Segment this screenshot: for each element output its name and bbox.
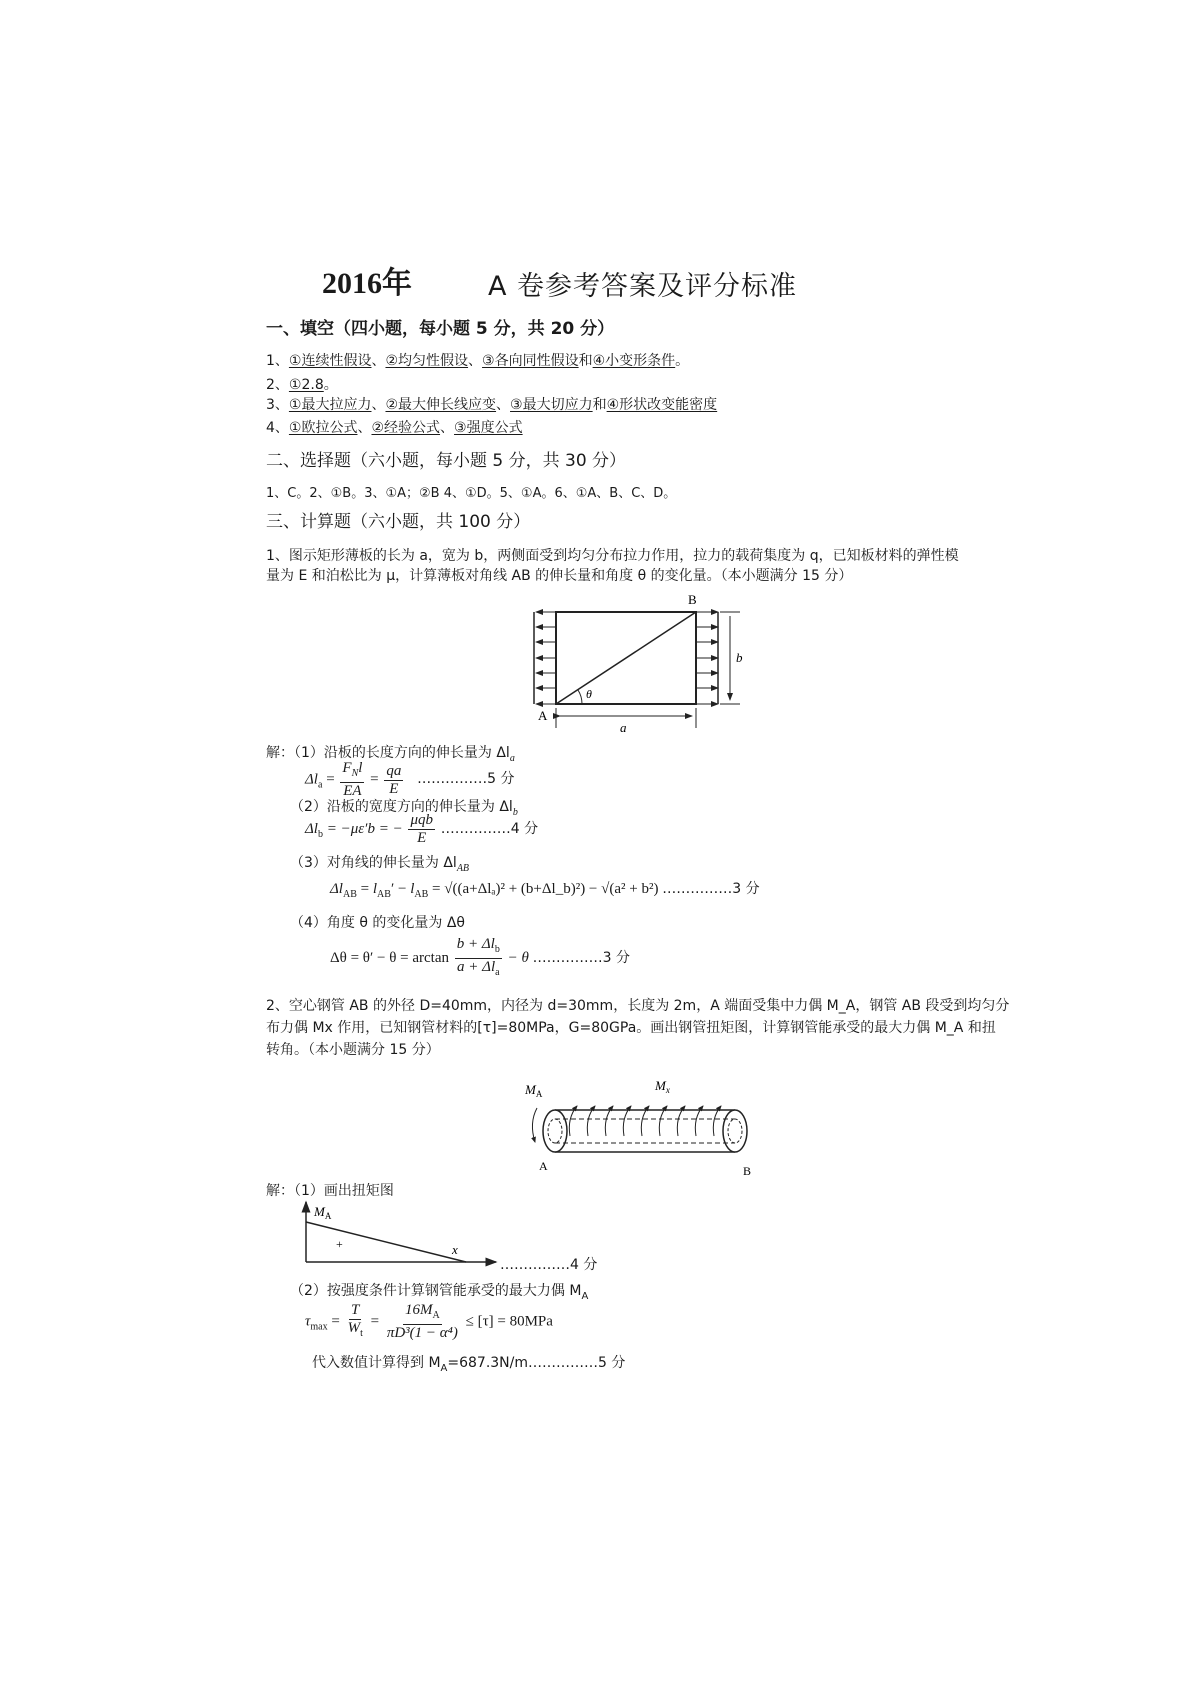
- left-load-arrows: [536, 612, 556, 704]
- fill-answer-1: [266, 350, 689, 370]
- torque-line: [306, 1222, 466, 1262]
- torque-sign: +: [336, 1237, 343, 1251]
- answer-blank: ①欧拉公式: [288, 420, 358, 436]
- sol2-step1: 解：（1）画出扭矩图: [266, 1183, 394, 1199]
- separator: 和: [578, 353, 593, 369]
- tube-figure: [525, 1078, 765, 1178]
- torque-diagram-score: ……………4 分: [500, 1257, 598, 1273]
- sol1-eq3: $\Delta l_{AB} = l_{AB}' - l_{AB} = √((a+\Delta l_a)^2$ + (b+Δl_b)²) − √(a² + b²) ……………3 分: [330, 881, 760, 900]
- sol2-step2: （2）按强度条件计算钢管能承受的最大力偶 $M_A$: [290, 1283, 589, 1302]
- point-A-label: A: [539, 1159, 548, 1173]
- answer-blank: ②最大伸长线应变: [385, 397, 497, 413]
- torque-diagram: [300, 1198, 500, 1268]
- fill-answer-2: [266, 374, 338, 394]
- separator: 、: [440, 420, 455, 436]
- problem1-text-line2: 量为 E 和泊松比为 μ，计算薄板对角线 AB 的伸长量和角度 θ 的变化量。（本小题满分 15 分）: [266, 568, 853, 584]
- answer-blank: ①最大拉应力: [288, 397, 372, 413]
- fill-answer-4: [266, 417, 523, 437]
- tube-end-B: [723, 1110, 747, 1152]
- torque-x-label: x: [452, 1242, 458, 1257]
- answer-blank: ③最大切应力: [510, 397, 593, 413]
- sol1-eq1: $\Delta l_a$ = $\frac{F_Nl}{EA}$ = $\frac{qa}{E}$ ……………5 分: [305, 760, 515, 799]
- torque-y-label: $M_A$: [314, 1204, 332, 1221]
- point-B-label: B: [688, 592, 697, 607]
- separator: 、: [371, 397, 386, 413]
- page-title: A 卷参考答案及评分标准: [488, 271, 798, 302]
- sol1-eq4: Δθ = θ′ − θ = arctan $\frac{b + \Delta l_b}{a + \Delta l_a}$ − θ ……………3 分: [330, 936, 630, 978]
- item-number: 4、: [266, 420, 289, 436]
- point-A-label: A: [538, 708, 548, 723]
- answer-blank: ④形状改变能密度: [606, 397, 718, 413]
- item-number: 2、: [266, 377, 289, 393]
- answer-blank: ③各向同性假设: [482, 353, 579, 369]
- separator: 和: [592, 397, 607, 413]
- sol1-eq2: $\Delta l_b = -\mu\varepsilon'b$ = − $\frac{\text{μqb}}{E}$ ……………4 分: [305, 812, 539, 846]
- sol1-step3: （3）对角线的伸长量为 $\Delta l_{AB}$: [290, 855, 470, 874]
- Mx-label: $M_x$: [655, 1078, 670, 1095]
- problem2-text-line3: 转角。（本小题满分 15 分）: [266, 1042, 440, 1058]
- separator: 。: [675, 353, 690, 369]
- section2-heading: 二、选择题（六小题，每小题 5 分，共 30 分）: [266, 451, 627, 471]
- sol1-step2: （2）沿板的宽度方向的伸长量为 $\Delta l_b$: [290, 799, 518, 818]
- separator: 、: [496, 397, 511, 413]
- sol1-step1: 解：（1）沿板的长度方向的伸长量为 $\Delta l_a$: [266, 745, 515, 764]
- item-number: 1、: [266, 353, 289, 369]
- tube-end-A: [543, 1110, 567, 1152]
- theta-arc: [578, 690, 582, 704]
- dim-a-label: a: [620, 720, 627, 735]
- point-B-label: B: [743, 1164, 752, 1178]
- problem1-text-line1: 1、图示矩形薄板的长为 a，宽为 b，两侧面受到均匀分布拉力作用，拉力的载荷集度为 q，已知板材料的弹性模: [266, 548, 959, 564]
- item-number: 3、: [266, 397, 289, 413]
- right-load-arrows: [696, 612, 718, 704]
- fill-answer-3: [266, 394, 717, 414]
- sol1-step4: （4）角度 θ 的变化量为 Δθ: [290, 915, 465, 931]
- diagonal-AB: [556, 612, 696, 704]
- separator: 、: [357, 420, 372, 436]
- dim-b-label: b: [736, 650, 743, 665]
- separator: 、: [371, 353, 386, 369]
- section3-heading: 三、计算题（六小题，共 100 分）: [266, 512, 531, 532]
- plate-figure: [520, 590, 750, 740]
- MA-label: $M_A$: [525, 1082, 543, 1099]
- choice-answers: 1、C。2、①B。3、①A；②B 4、①D。5、①A。6、①A、B、C、D。: [266, 486, 677, 501]
- exam-year: 2016年: [322, 267, 412, 300]
- answer-blank: ③强度公式: [454, 420, 523, 436]
- answer-blank: ①连续性假设: [288, 353, 372, 369]
- answer-blank: ②经验公式: [371, 420, 441, 436]
- answer-blank: ④小变形条件: [592, 353, 676, 369]
- problem2-text-line2: 布力偶 Mx 作用，已知钢管材料的[τ]=80MPa，G=80GPa。画出钢管扭矩图，计算钢管能承受的最大力偶 M_A 和扭: [266, 1020, 996, 1036]
- sol2-result: 代入数值计算得到 $M_A=687.3N/m\dots\dots\dots\dots\dots 5$ 分: [312, 1355, 626, 1374]
- sol2-eq: $\tau_{max}$ = $\frac{T}{W_t}$ = $\frac{16M_A}{\text{πD³(1 − α⁴)}}$ ≤ [τ] = 80MPa: [305, 1302, 553, 1341]
- theta-label: θ: [586, 687, 592, 701]
- answer-blank: ①2.8: [288, 377, 324, 393]
- separator: 。: [323, 377, 338, 393]
- problem2-text-line1: 2、空心钢管 AB 的外径 D=40mm，内径为 d=30mm，长度为 2m，A 端面受集中力偶 M_A，钢管 AB 段受到均匀分: [266, 998, 1010, 1014]
- section1-heading: 一、填空（四小题，每小题 5 分，共 20 分）: [266, 319, 615, 339]
- MA-moment-arrow: [532, 1108, 537, 1142]
- answer-blank: ②均匀性假设: [385, 353, 469, 369]
- separator: 、: [468, 353, 483, 369]
